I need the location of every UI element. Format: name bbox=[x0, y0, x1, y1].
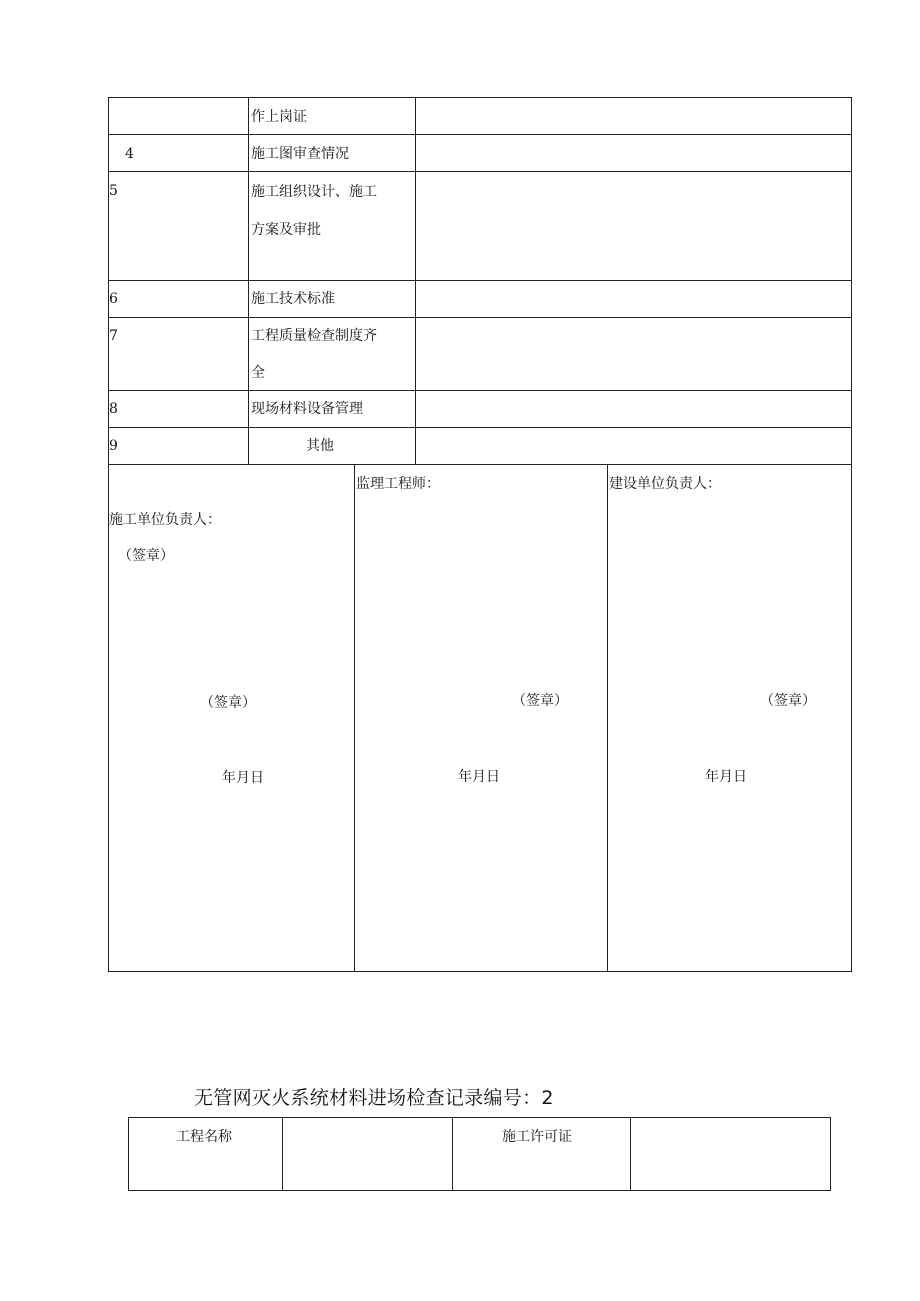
table-border bbox=[108, 280, 852, 281]
row-number: 6 bbox=[109, 291, 118, 307]
row-number: 5 bbox=[109, 183, 118, 199]
row-item: 作上岗证 bbox=[251, 109, 307, 125]
table-border bbox=[108, 97, 852, 98]
owner-seal: （签章） bbox=[760, 693, 816, 709]
row-item: 施工技术标准 bbox=[251, 291, 335, 307]
table-border bbox=[108, 464, 852, 465]
construction-seal-top: （签章） bbox=[118, 548, 174, 564]
table-border bbox=[108, 971, 852, 972]
table-border bbox=[128, 1117, 831, 1118]
table-border bbox=[128, 1190, 831, 1191]
table-border bbox=[108, 134, 852, 135]
row-item: 现场材料设备管理 bbox=[251, 401, 363, 417]
table-border bbox=[108, 317, 852, 318]
table-border bbox=[108, 390, 852, 391]
row-number: 8 bbox=[109, 401, 118, 417]
row-item: 施工组织设计、施工 bbox=[251, 184, 377, 200]
table-border bbox=[354, 464, 355, 972]
owner-signatory-label: 建设单位负责人： bbox=[609, 476, 721, 492]
supervision-seal: （签章） bbox=[512, 693, 568, 709]
section-title: 无管网灭火系统材料进场检查记录编号：2 bbox=[194, 1087, 554, 1109]
table-border bbox=[830, 1117, 831, 1191]
table-border bbox=[282, 1117, 283, 1191]
table-border bbox=[108, 171, 852, 172]
supervision-signatory-label: 监理工程师： bbox=[356, 476, 440, 492]
table-border bbox=[851, 97, 852, 972]
row-item-line2: 方案及审批 bbox=[251, 222, 321, 238]
table-border bbox=[630, 1117, 631, 1191]
table-border bbox=[108, 427, 852, 428]
construction-date: 年月日 bbox=[222, 770, 264, 786]
row-item: 其他 bbox=[306, 438, 334, 454]
row-item: 工程质量检查制度齐 bbox=[251, 328, 377, 344]
permit-label: 施工许可证 bbox=[502, 1129, 572, 1145]
table-border bbox=[452, 1117, 453, 1191]
owner-date: 年月日 bbox=[705, 769, 747, 785]
project-name-label: 工程名称 bbox=[176, 1129, 232, 1145]
construction-seal: （签章） bbox=[200, 695, 256, 711]
table-border bbox=[128, 1117, 129, 1191]
table-border bbox=[108, 97, 109, 972]
construction-signatory-label: 施工单位负责人： bbox=[109, 512, 221, 528]
supervision-date: 年月日 bbox=[458, 769, 500, 785]
table-border bbox=[607, 464, 608, 972]
row-item: 施工图审查情况 bbox=[251, 146, 349, 162]
table-border bbox=[415, 97, 416, 465]
table-border bbox=[248, 97, 249, 465]
row-number: 7 bbox=[109, 328, 118, 344]
row-item-line2: 全 bbox=[251, 365, 265, 381]
row-number: 9 bbox=[109, 438, 118, 454]
row-number: 4 bbox=[125, 146, 134, 162]
